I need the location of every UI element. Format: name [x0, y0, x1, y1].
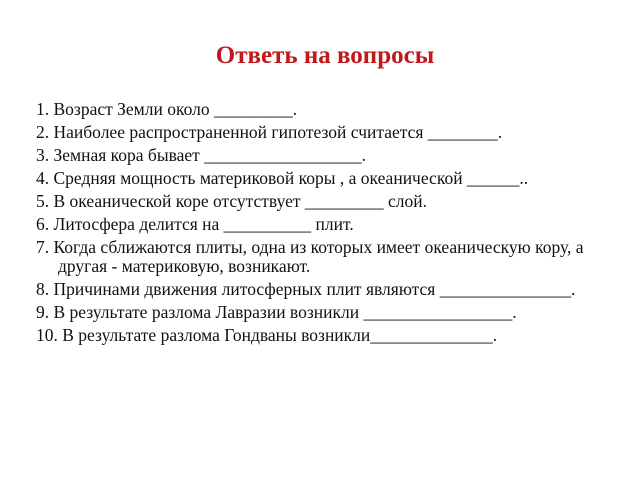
- question-item-10: 10. В результате разлома Гондваны возникли______________.: [36, 325, 498, 345]
- question-item-9: 9. В результате разлома Лавразии возникли _________________.: [36, 302, 517, 322]
- question-item-6: 6. Литосфера делится на __________ плит.: [36, 214, 354, 234]
- question-item-2: 2. Наиболее распространенной гипотезой считается ________.: [36, 122, 503, 142]
- question-item-1: 1. Возраст Земли около _________.: [36, 99, 298, 119]
- slide-title: Ответь на вопросы: [215, 42, 435, 69]
- question-list: [36, 100, 616, 349]
- question-item-7: 7. Когда сближаются плиты, одна из которых имеет океаническую кору, а другая - материковую, возникают.: [36, 237, 584, 276]
- question-item-8: 8. Причинами движения литосферных плит являются _______________.: [36, 279, 576, 299]
- question-item-3: 3. Земная кора бывает __________________.: [36, 145, 367, 165]
- question-item-5: 5. В океанической коре отсутствует _________ слой.: [36, 191, 428, 211]
- question-item-4: 4. Средняя мощность материковой коры , а океанической ______..: [36, 168, 529, 188]
